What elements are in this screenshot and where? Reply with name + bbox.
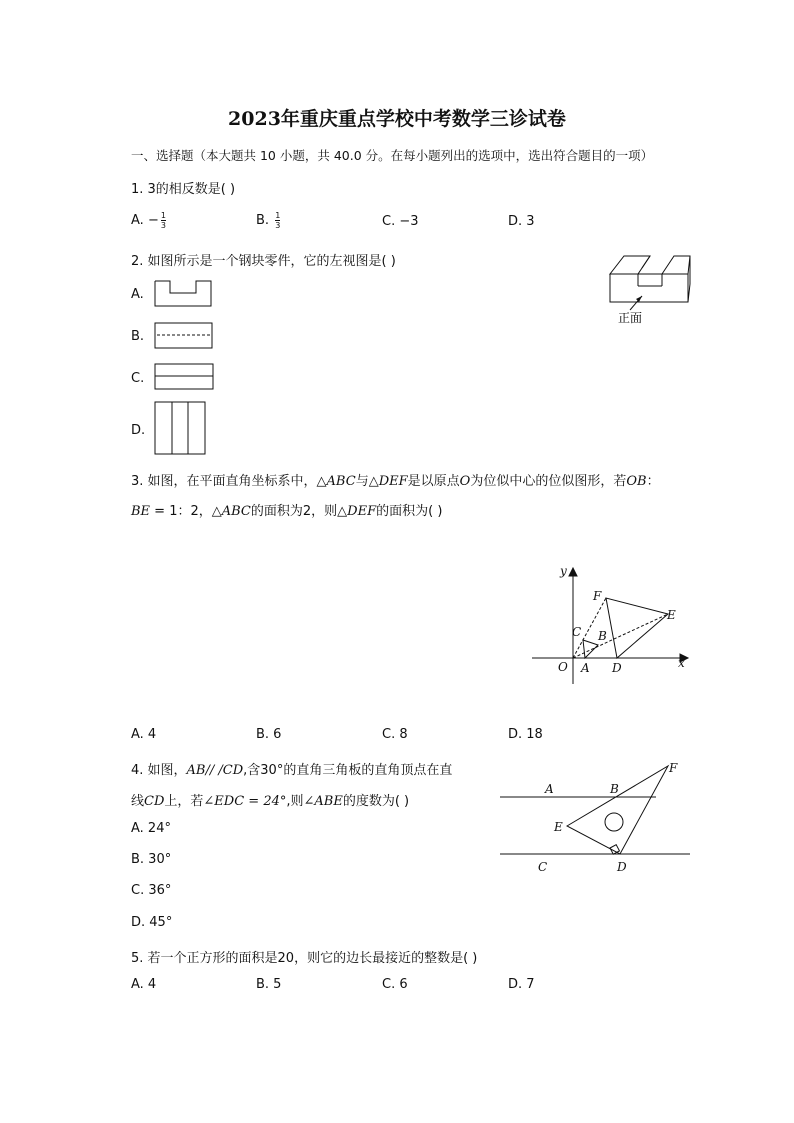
question-2-stem: 2. 如图所示是一个钢块零件，它的左视图是( ) (131, 254, 396, 269)
question-3-line-1: 3. 如图，在平面直角坐标系中，△ABC与△DEF是以原点O为位似中心的位似图形，若OB： (131, 474, 660, 489)
question-1-stem: 1. 3的相反数是( ) (131, 182, 236, 197)
label-e: E (554, 820, 563, 834)
q2-option-c-figure (154, 363, 216, 391)
q3-option-d: D. 18 (508, 727, 543, 742)
label-d: D (617, 860, 627, 874)
q1-option-b: B. $\frac{1}{3}$ (256, 211, 281, 230)
q4-option-c: C. 36° (131, 883, 172, 898)
q4-option-a: A. 24° (131, 821, 171, 836)
q2-option-b-label: B. (131, 329, 145, 344)
fraction-one-third-neg: $\frac{1}{3}$ (160, 211, 166, 230)
label-b: B (598, 629, 607, 643)
section-heading: 一、选择题（本大题共 10 小题，共 40.0 分。在每小题列出的选项中，选出符合题目的一项） (131, 148, 654, 163)
q2-option-a-label: A. (131, 287, 144, 302)
label-f: F (593, 589, 602, 603)
q1-option-c: C. −3 (382, 214, 419, 229)
fraction-one-third: $\frac{1}{3}$ (275, 211, 281, 230)
question-4-line-1: 4. 如图，AB// /CD,含30°的直角三角板的直角顶点在直 (131, 763, 453, 778)
q3-option-b: B. 6 (256, 727, 282, 742)
label-y-axis: y (560, 564, 567, 578)
q2-option-b-figure (154, 322, 214, 350)
label-a: A (545, 782, 554, 796)
q5-option-b: B. 5 (256, 977, 282, 992)
page-title: 2023年重庆重点学校中考数学三诊试卷 (228, 108, 566, 130)
q4-option-b: B. 30° (131, 852, 172, 867)
label-c: C (572, 625, 582, 639)
steel-part-figure (600, 246, 700, 328)
label-e: E (667, 608, 676, 622)
q3-coordinate-figure (528, 562, 694, 686)
q2-option-a-figure (154, 280, 214, 308)
q5-option-a: A. 4 (131, 977, 157, 992)
q1-option-a: A. − $\frac{1}{3}$ (131, 211, 166, 230)
label-a: A (581, 661, 590, 675)
label-x-axis: x (678, 656, 685, 670)
q4-option-d: D. 45° (131, 915, 173, 930)
label-f: F (669, 761, 678, 775)
question-5-stem: 5. 若一个正方形的面积是20，则它的边长最接近的整数是( ) (131, 951, 478, 966)
q3-option-c: C. 8 (382, 727, 408, 742)
label-origin: O (558, 660, 568, 674)
label-c: C (538, 860, 548, 874)
q5-option-d: D. 7 (508, 977, 535, 992)
q5-option-c: C. 6 (382, 977, 408, 992)
question-4-line-2: 线CD上，若∠EDC = 24°,则∠ABE的度数为( ) (131, 794, 410, 809)
label-b: B (610, 782, 619, 796)
label-d: D (612, 661, 622, 675)
q2-option-c-label: C. (131, 371, 145, 386)
q2-option-d-label: D. (131, 423, 146, 438)
question-3-line-2: BE = 1：2，△ABC的面积为2，则△DEF的面积为( ) (131, 504, 443, 519)
q4-parallel-lines-figure (498, 756, 694, 880)
q3-option-a: A. 4 (131, 727, 157, 742)
front-view-caption: 正面 (618, 311, 643, 325)
q2-option-d-figure (154, 401, 208, 457)
q1-option-d: D. 3 (508, 214, 535, 229)
